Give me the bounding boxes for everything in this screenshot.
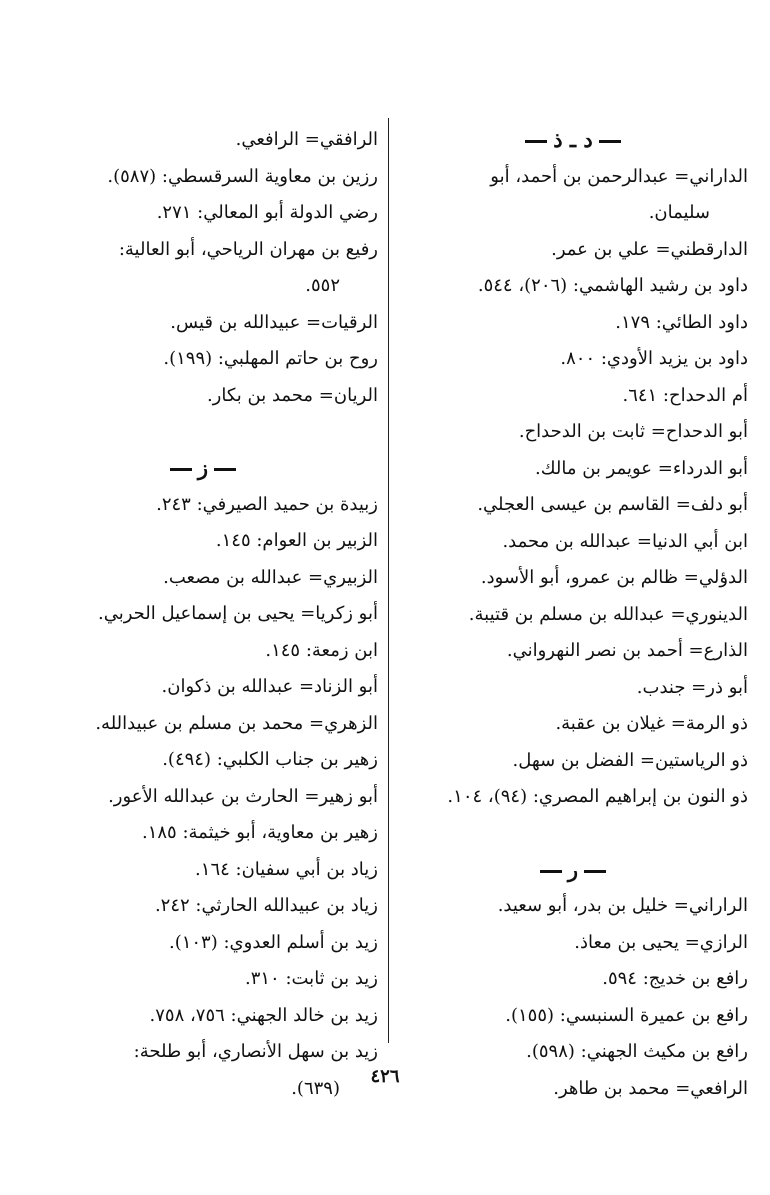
- entries-list-ra-continued: [28, 122, 378, 414]
- index-entry: زياد بن عبيدالله الحارثي: ٢٤٢.: [154, 895, 378, 916]
- heading-dash: [540, 870, 562, 873]
- index-entry: الراراني= خليل بن بدر، أبو سعيد.: [497, 895, 748, 916]
- heading-dash: [170, 468, 192, 471]
- index-entry: داود الطائي: ١٧٩.: [615, 311, 748, 333]
- index-entry: الزبير بن العوام: ١٤٥.: [215, 530, 378, 551]
- heading-dash: [525, 140, 547, 143]
- index-entry: زهير بن معاوية، أبو خيثمة: ١٨٥.: [141, 822, 378, 843]
- index-entry: الريان= محمد بن بكار.: [206, 384, 378, 406]
- index-entry: زبيدة بن حميد الصيرفي: ٢٤٣.: [156, 493, 378, 515]
- index-entry: رافع بن مكيث الجهني: (٥٩٨).: [526, 1041, 748, 1062]
- index-entry: الدينوري= عبدالله بن مسلم بن قتيبة.: [468, 603, 748, 625]
- index-entry: الذارع= أحمد بن نصر النهرواني.: [506, 640, 748, 661]
- index-entry: داود بن يزيد الأودي: ٨٠٠.: [560, 348, 748, 369]
- index-entry: روح بن حاتم المهلبي: (١٩٩).: [163, 348, 378, 369]
- index-entry: الدارقطني= علي بن عمر.: [551, 238, 748, 260]
- page-number: ٤٢٦: [370, 1066, 400, 1087]
- index-entry: الرقيات= عبيدالله بن قيس.: [170, 311, 378, 333]
- entries-list-zay: [28, 487, 378, 1108]
- index-entry: الداراني= عبدالرحمن بن أحمد، أبو: [490, 165, 748, 187]
- index-entry: زيد بن ثابت: ٣١٠.: [244, 968, 378, 989]
- index-entry: أبو زهير= الحارث بن عبدالله الأعور.: [108, 785, 378, 807]
- section-heading-dal-dhal: د ـ ذ: [398, 122, 748, 159]
- left-column: [28, 122, 378, 1107]
- index-entry: سليمان.: [648, 202, 710, 223]
- index-entry: رافع بن عميرة السنبسي: (١٥٥).: [505, 1004, 748, 1026]
- index-entry: أبو ذر= جندب.: [636, 676, 748, 698]
- heading-dash: [599, 140, 621, 143]
- index-entry: ابن زمعة: ١٤٥.: [265, 639, 378, 661]
- index-entry: ذو الرياستين= الفضل بن سهل.: [512, 749, 748, 771]
- index-entry: رافع بن خديج: ٥٩٤.: [602, 968, 748, 989]
- index-entry: زهير بن جناب الكلبي: (٤٩٤).: [162, 749, 378, 770]
- index-entry: ٥٥٢.: [305, 275, 340, 296]
- index-entry: الدؤلي= ظالم بن عمرو، أبو الأسود.: [480, 567, 748, 588]
- index-entry: الرافقي= الرافعي.: [235, 129, 378, 150]
- index-entry: زياد بن أبي سفيان: ١٦٤.: [195, 858, 378, 880]
- section-heading-zay: ز: [28, 450, 378, 487]
- index-entry: زيد بن سهل الأنصاري، أبو طلحة:: [133, 1041, 378, 1062]
- right-column: [398, 122, 748, 1107]
- index-entry: رزين بن معاوية السرقسطي: (٥٨٧).: [107, 165, 378, 187]
- column-divider: [388, 118, 389, 1043]
- entries-list-dal-dhal: [398, 159, 748, 816]
- index-entry: داود بن رشيد الهاشمي: (٢٠٦)، ٥٤٤.: [477, 275, 748, 296]
- index-entry: الرافعي= محمد بن طاهر.: [553, 1077, 748, 1099]
- index-entry: الرازي= يحيى بن معاذ.: [574, 931, 748, 953]
- index-entry: ذو الرمة= غيلان بن عقبة.: [555, 713, 748, 734]
- heading-dash: [214, 468, 236, 471]
- section-heading-ra: ر: [398, 852, 748, 889]
- index-entry: أبو الدرداء= عويمر بن مالك.: [535, 457, 748, 479]
- index-entry: الزبيري= عبدالله بن مصعب.: [163, 566, 378, 588]
- index-entry: الزهري= محمد بن مسلم بن عبيدالله.: [95, 712, 378, 734]
- index-entry: رفيع بن مهران الرياحي، أبو العالية:: [118, 238, 378, 260]
- index-entry: زيد بن خالد الجهني: ٧٥٦، ٧٥٨.: [149, 1004, 378, 1026]
- index-entry: أبو دلف= القاسم بن عيسى العجلي.: [477, 494, 748, 515]
- index-entry: أبو الدحداح= ثابت بن الدحداح.: [518, 421, 748, 442]
- index-entry: أم الدحداح: ٦٤١.: [622, 384, 748, 406]
- index-entry: ذو النون بن إبراهيم المصري: (٩٤)، ١٠٤.: [447, 786, 748, 807]
- heading-dash: [584, 870, 606, 873]
- index-entry: رضي الدولة أبو المعالي: ٢٧١.: [156, 202, 378, 223]
- index-entry: (٦٣٩).: [291, 1077, 340, 1099]
- index-entry: زيد بن أسلم العدوي: (١٠٣).: [168, 931, 378, 953]
- index-entry: ابن أبي الدنيا= عبدالله بن محمد.: [502, 530, 748, 552]
- index-entry: أبو الزناد= عبدالله بن ذكوان.: [161, 676, 378, 697]
- index-entry: أبو زكريا= يحيى بن إسماعيل الحربي.: [97, 603, 378, 624]
